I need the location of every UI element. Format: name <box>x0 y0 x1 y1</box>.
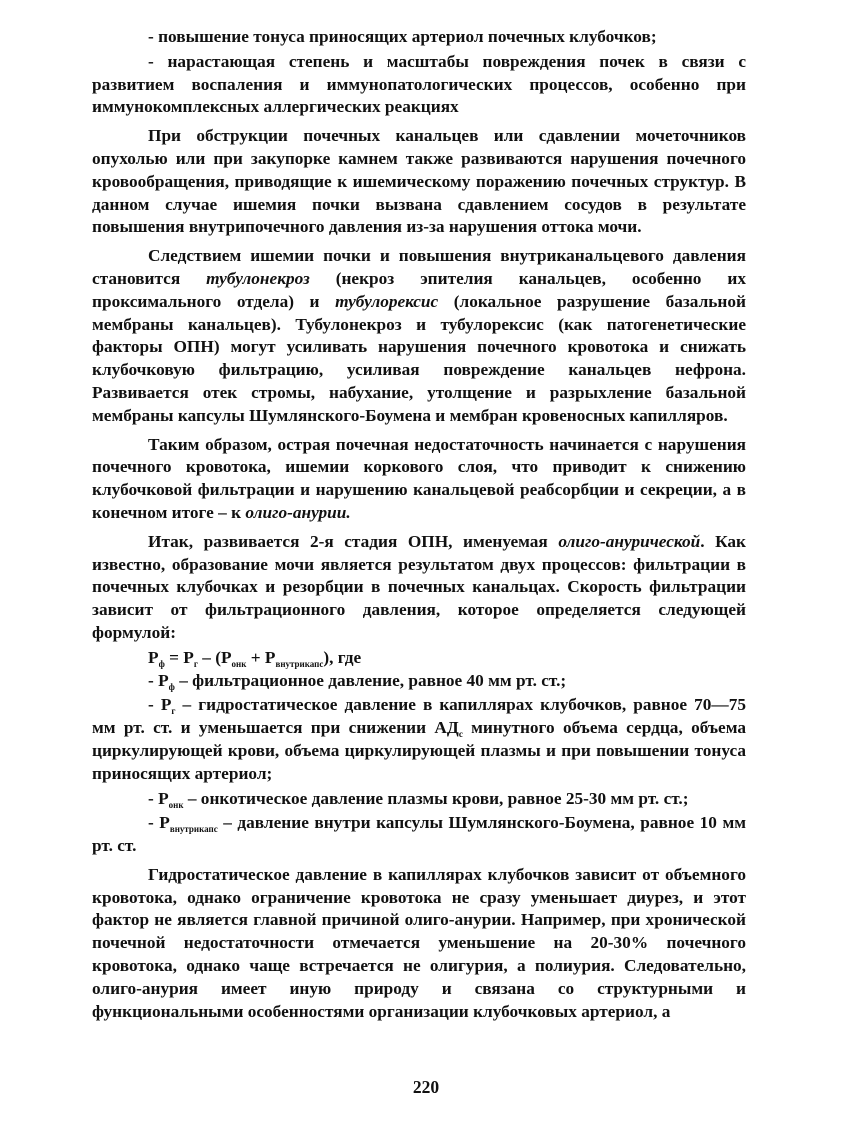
text-run: Таким образом, острая почечная недостаточность начинается с нарушения почечного кровотока, ишемии коркового слоя, что приводит к снижению клубочковой фильтрации и нарушению канальцевой реабсорбции и секреции, а в конечном итоге – к <box>92 434 746 522</box>
formula-subscript: внутрикапс <box>275 658 324 669</box>
definition-capsule-pressure <box>92 812 746 858</box>
text-run: Следствием ишемии почки и повышения внутриканальцевого давления становится <box>92 246 746 288</box>
formula-subscript: внутрикапс <box>169 824 218 835</box>
formula-symbol: – (P <box>197 647 232 667</box>
term-tubulorexis: тубулорексис <box>335 291 439 311</box>
text-run: – онкотическое давление плазмы крови, равное 25-30 мм рт. ст.; <box>183 788 689 808</box>
list-item-kidney-damage: - нарастающая степень и масштабы повреждения почек в связи с развитием воспаления и иммунопатологических процессов, особенно при иммунокомплексных аллергических реакциях <box>92 51 746 117</box>
formula-subscript: г <box>193 658 198 669</box>
text-run: - P <box>148 695 172 715</box>
text-run: – фильтрационное давление, равное 40 мм рт. ст.; <box>174 670 567 690</box>
page-number: 220 <box>412 1077 440 1097</box>
list-item-arteriole-tone: - повышение тонуса приносящих артериол почечных клубочков; <box>148 27 657 46</box>
text-run: - P <box>148 813 170 833</box>
formula-subscript: онк <box>231 658 247 669</box>
formula-symbol: + P <box>246 647 276 667</box>
definition-hydrostatic-pressure <box>92 694 746 785</box>
definition-oncotic-pressure <box>92 788 746 811</box>
formula-subscript: с <box>458 729 463 740</box>
paragraph-obstruction: При обструкции почечных канальцев или сдавлении мочеточников опухолью или при закупорке камнем также развиваются нарушения почечного кровообращения, приводящие к ишемическому поражению почечных структур. В данном случае ишемия почки вызвана сдавлением сосудов в результате повышения внутрипочечного давления из-за нарушения оттока мочи. <box>92 126 746 237</box>
text-run: (некроз эпителия канальцев, особенно их проксимального отдела) и <box>92 268 746 311</box>
formula-subscript: г <box>171 706 176 717</box>
formula-subscript: ф <box>158 658 165 669</box>
text-run: (локальное разрушение базальной мембраны канальцев). Тубулонекроз и тубулорексис (как патогенетические факторы ОПН) могут усиливать нарушения почечного кровотока и снижать клубочковую фильтрацию, усиливая повреждение канальцев нефрона. Развивается отек стромы, набухание, утолщение и разрыхление базальной мембраны капсулы Шумлянского-Боумена и мембран кровеносных капилляров. <box>92 291 746 425</box>
paragraph-tubulonecrosis <box>92 245 746 427</box>
paragraph-conclusion <box>92 434 746 525</box>
formula-subscript: ф <box>168 681 175 692</box>
formula-subscript: онк <box>168 799 184 810</box>
text-run: - P <box>148 670 169 690</box>
formula-symbol: P <box>148 647 159 667</box>
term-tubulonecrosis: тубулонекроз <box>206 268 310 288</box>
filtration-formula <box>92 647 746 670</box>
text-run: . Как известно, образование мочи является результатом двух процессов: фильтрации в почечных клубочках и резорбции в почечных канальцах. Скорость фильтрации зависит от фильтрационного давления, которое определяется следующей формулой: <box>92 531 746 642</box>
formula-symbol: = P <box>164 647 194 667</box>
text-run: Итак, развивается 2-я стадия ОПН, именуемая <box>148 531 559 551</box>
paragraph-stage-2 <box>92 531 746 645</box>
text-run: - P <box>148 788 169 808</box>
definition-filtration-pressure <box>92 670 746 693</box>
formula-symbol: ), где <box>323 647 362 667</box>
text-run: – давление внутри капсулы Шумлянского-Боумена, равное 10 мм рт. ст. <box>92 813 746 856</box>
page-body <box>92 26 746 1025</box>
paragraph-hydrostatic: Гидростатическое давление в капиллярах клубочков зависит от объемного кровотока, однако ограничение кровотока не сразу уменьшает диурез, и этот фактор не является главной причиной олиго-анурии. Например, при хронической почечной недостаточности отмечается уменьшение на 20-30% почечного кровотока, однако чаще встречается не олигурия, а полиурия. Следовательно, олиго-анурия имеет иную природу и связана со структурными и функциональными особенностями организации клубочковых артериол, а <box>92 864 746 1021</box>
term-oligo-anuric: олиго-анурической <box>558 531 701 551</box>
term-oligo-anuria: олиго-анурии. <box>245 502 351 522</box>
text-run: – гидростатическое давление в капиллярах клубочков, равное 70—75 мм рт. ст. и уменьшается при снижении АД <box>92 695 746 738</box>
text-run: минутного объема сердца, объема циркулирующей крови, объема циркулирующей плазмы и при повышении тонуса приносящих артериол; <box>92 718 746 783</box>
